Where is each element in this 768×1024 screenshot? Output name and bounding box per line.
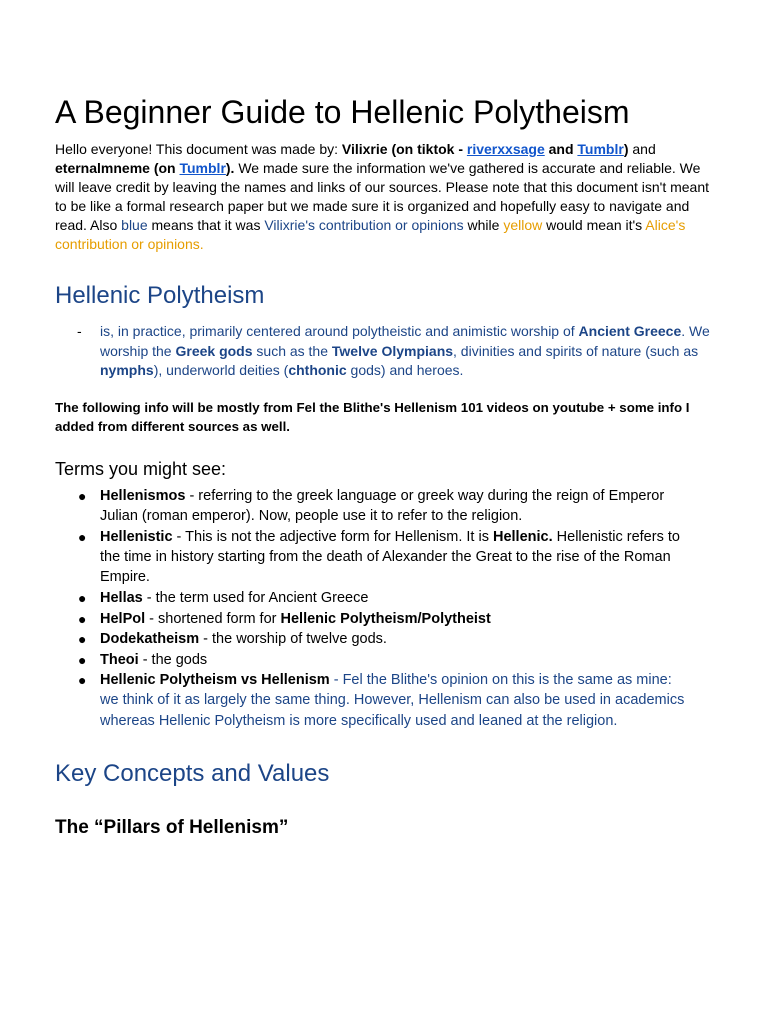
author-name: Vilixrie (on tiktok - xyxy=(341,141,467,157)
intro-text: means that it was xyxy=(147,217,265,233)
intro-and: and xyxy=(628,141,656,157)
bullet-icon: ● xyxy=(78,529,87,545)
bullet-icon: ● xyxy=(78,590,87,606)
definition-line-3 xyxy=(100,361,463,380)
term-hellenic-polytheism-polytheist: Hellenic Polytheism/Polytheist xyxy=(280,611,491,627)
term-item-hp-vs-hellenism-cont-2: whereas Hellenic Polytheism is more specifically used and leaned at the religion. xyxy=(100,713,618,729)
term-label: Hellas xyxy=(100,590,143,606)
yellow-legend: yellow xyxy=(503,217,543,233)
term-item-hellas xyxy=(100,588,368,608)
author-credit xyxy=(342,141,629,157)
bullet-icon: ● xyxy=(78,672,87,688)
intro-text: Hello everyone! This document was made by: xyxy=(55,141,342,157)
terms-heading: Terms you might see: xyxy=(55,459,227,479)
term-label: Dodekatheism xyxy=(100,631,200,647)
alice-legend: Alice's xyxy=(645,217,686,233)
tumblr-link-vilixrie[interactable]: Tumblr xyxy=(577,141,624,157)
definition-line-2 xyxy=(100,342,698,361)
term-nymphs: nymphs xyxy=(100,362,154,378)
term-definition: - the gods xyxy=(138,652,208,668)
section-heading-key-concepts: Key Concepts and Values xyxy=(55,760,330,787)
bullet-icon: ● xyxy=(78,631,87,647)
intro-line-5 xyxy=(55,216,685,235)
intro-line-4: to be like a formal research paper but we made sure it is organized and hopefully easy to navigate and xyxy=(55,198,690,214)
intro-line-6: contribution or opinions. xyxy=(55,236,204,252)
vilixrie-legend: Vilixrie's contribution or opinions xyxy=(264,217,464,233)
definition-text: is, in practice, primarily centered around polytheistic and animistic worship of xyxy=(100,323,579,339)
term-separator: - xyxy=(329,672,343,688)
term-label: Theoi xyxy=(100,652,139,668)
intro-line-1 xyxy=(55,140,656,159)
co-author-name: eternalmneme (on xyxy=(55,160,180,176)
document-title: A Beginner Guide to Hellenic Polytheism xyxy=(55,94,630,130)
definition-line-1 xyxy=(100,322,710,341)
intro-line-2 xyxy=(55,159,700,178)
term-item-hellenistic-cont: the time in history starting from the death of Alexander the Great to the rise of the Roman xyxy=(100,549,671,565)
term-item-hp-vs-hellenism xyxy=(100,670,672,690)
bullet-icon: ● xyxy=(78,652,87,668)
definition-text: worship the xyxy=(100,343,176,359)
term-definition: - shortened form for xyxy=(145,611,281,627)
intro-text: We made sure the information we've gathered is accurate and reliable. We xyxy=(234,160,701,176)
source-note-line-1: The following info will be mostly from Fel the Blithe's Hellenism 101 videos on youtube + some info I xyxy=(55,400,690,415)
paren-close: ) xyxy=(623,141,629,157)
term-item-hp-vs-hellenism-cont: we think of it as largely the same thing. However, Hellenism can also be used in academics xyxy=(100,692,685,708)
term-item-theoi xyxy=(100,650,207,670)
term-ancient-greece: Ancient Greece xyxy=(578,323,682,339)
definition-text: gods) and heroes. xyxy=(346,362,464,378)
term-label: Hellenistic xyxy=(100,529,173,545)
term-twelve-olympians: Twelve Olympians xyxy=(331,343,454,359)
tumblr-link-eternalmneme[interactable]: Tumblr xyxy=(179,160,226,176)
term-definition: Fel the Blithe's opinion on this is the same as mine: xyxy=(342,672,672,688)
intro-text: would mean it's xyxy=(542,217,646,233)
section-heading-hellenic-polytheism: Hellenic Polytheism xyxy=(55,282,265,309)
term-item-dodekatheism xyxy=(100,629,387,649)
term-item-hellenismos-cont: Julian (roman emperor). Now, people use it to refer to the religion. xyxy=(100,508,523,524)
bullet-icon: ● xyxy=(78,488,87,504)
term-hellenic: Hellenic. xyxy=(492,529,553,545)
intro-text: while xyxy=(463,217,504,233)
bullet-icon: ● xyxy=(78,611,87,627)
term-definition: - the term used for Ancient Greece xyxy=(142,590,369,606)
definition-text: , divinities and spirits of nature (such as xyxy=(453,343,699,359)
dash-marker: - xyxy=(77,323,82,339)
source-note-line-2: added from different sources as well. xyxy=(55,419,290,434)
term-chthonic: chthonic xyxy=(288,362,347,378)
definition-text: . We xyxy=(681,323,710,339)
subheading-pillars: The “Pillars of Hellenism” xyxy=(55,817,289,838)
paren-close: ). xyxy=(225,160,235,176)
term-item-hellenistic xyxy=(100,527,680,547)
conjunction: and xyxy=(544,141,578,157)
definition-text: ), underworld deities ( xyxy=(153,362,289,378)
term-item-hellenistic-cont-2: Empire. xyxy=(100,569,150,585)
tiktok-link[interactable]: riverxxsage xyxy=(466,141,545,157)
co-author-credit xyxy=(55,160,234,176)
term-definition: - referring to the greek language or greek way during the reign of Emperor xyxy=(185,488,665,504)
intro-line-3: will leave credit by leaving the names and links of our sources. Please note that this document isn't meant xyxy=(55,179,710,195)
term-item-hellenismos xyxy=(100,486,664,506)
term-label: HelPol xyxy=(100,611,146,627)
term-greek-gods: Greek gods xyxy=(175,343,253,359)
term-label: Hellenismos xyxy=(100,488,186,504)
term-label: Hellenic Polytheism vs Hellenism xyxy=(100,672,330,688)
definition-text: such as the xyxy=(252,343,332,359)
term-definition: Hellenistic refers to xyxy=(552,529,680,545)
term-item-helpol xyxy=(100,609,491,629)
term-definition: - This is not the adjective form for Hellenism. It is xyxy=(172,529,493,545)
blue-legend: blue xyxy=(121,217,148,233)
intro-text: read. Also xyxy=(55,217,122,233)
term-definition: - the worship of twelve gods. xyxy=(199,631,387,647)
